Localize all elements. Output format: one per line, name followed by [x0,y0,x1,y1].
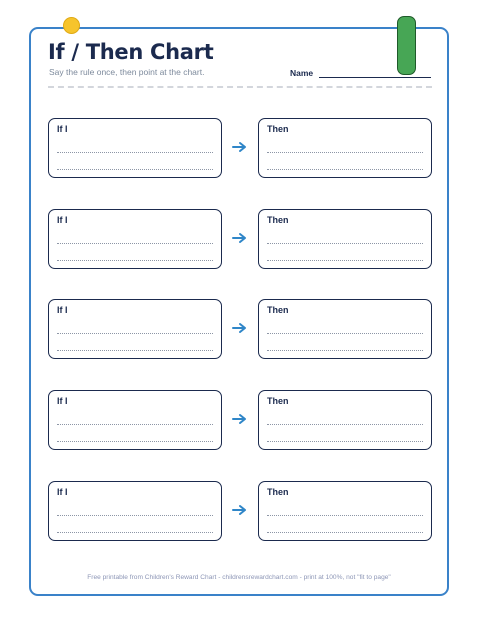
then-label: Then [267,487,289,497]
writing-line [267,424,423,425]
writing-line [57,532,213,533]
then-box[interactable] [258,209,432,269]
if-then-row [48,390,432,452]
writing-line [57,515,213,516]
page-title: If / Then Chart [48,40,214,64]
writing-line [267,169,423,170]
then-label: Then [267,124,289,134]
if-label: If I [57,396,68,406]
page-subtitle: Say the rule once, then point at the chart. [49,67,205,77]
arrow-right-icon [232,141,248,153]
if-then-row [48,299,432,361]
arrow-right-icon [232,232,248,244]
writing-line [57,169,213,170]
if-box[interactable] [48,299,222,359]
arrow-right-icon [232,504,248,516]
if-label: If I [57,305,68,315]
if-then-row [48,209,432,271]
writing-line [267,350,423,351]
if-box[interactable] [48,118,222,178]
if-box[interactable] [48,209,222,269]
then-label: Then [267,215,289,225]
then-label: Then [267,396,289,406]
writing-line [57,441,213,442]
then-box[interactable] [258,118,432,178]
writing-line [57,350,213,351]
if-then-row [48,118,432,180]
if-box[interactable] [48,481,222,541]
writing-line [57,243,213,244]
writing-line [267,260,423,261]
writing-line [267,515,423,516]
arrow-right-icon [232,322,248,334]
if-then-row [48,481,432,543]
clip-icon [397,16,416,75]
if-label: If I [57,124,68,134]
footer-note: Free printable from Children's Reward Chart - childrensrewardchart.com - print at 100%, not "fit to page" [87,574,391,581]
writing-line [57,152,213,153]
name-field[interactable] [319,77,431,78]
then-box[interactable] [258,299,432,359]
then-label: Then [267,305,289,315]
writing-line [267,532,423,533]
then-box[interactable] [258,481,432,541]
writing-line [57,260,213,261]
writing-line [267,441,423,442]
arrow-right-icon [232,413,248,425]
thumbtack-icon [63,17,80,34]
if-label: If I [57,487,68,497]
if-box[interactable] [48,390,222,450]
if-label: If I [57,215,68,225]
writing-line [267,152,423,153]
writing-line [267,243,423,244]
name-label: Name [290,68,314,78]
writing-line [267,333,423,334]
writing-line [57,333,213,334]
then-box[interactable] [258,390,432,450]
header-divider [48,86,432,88]
writing-line [57,424,213,425]
